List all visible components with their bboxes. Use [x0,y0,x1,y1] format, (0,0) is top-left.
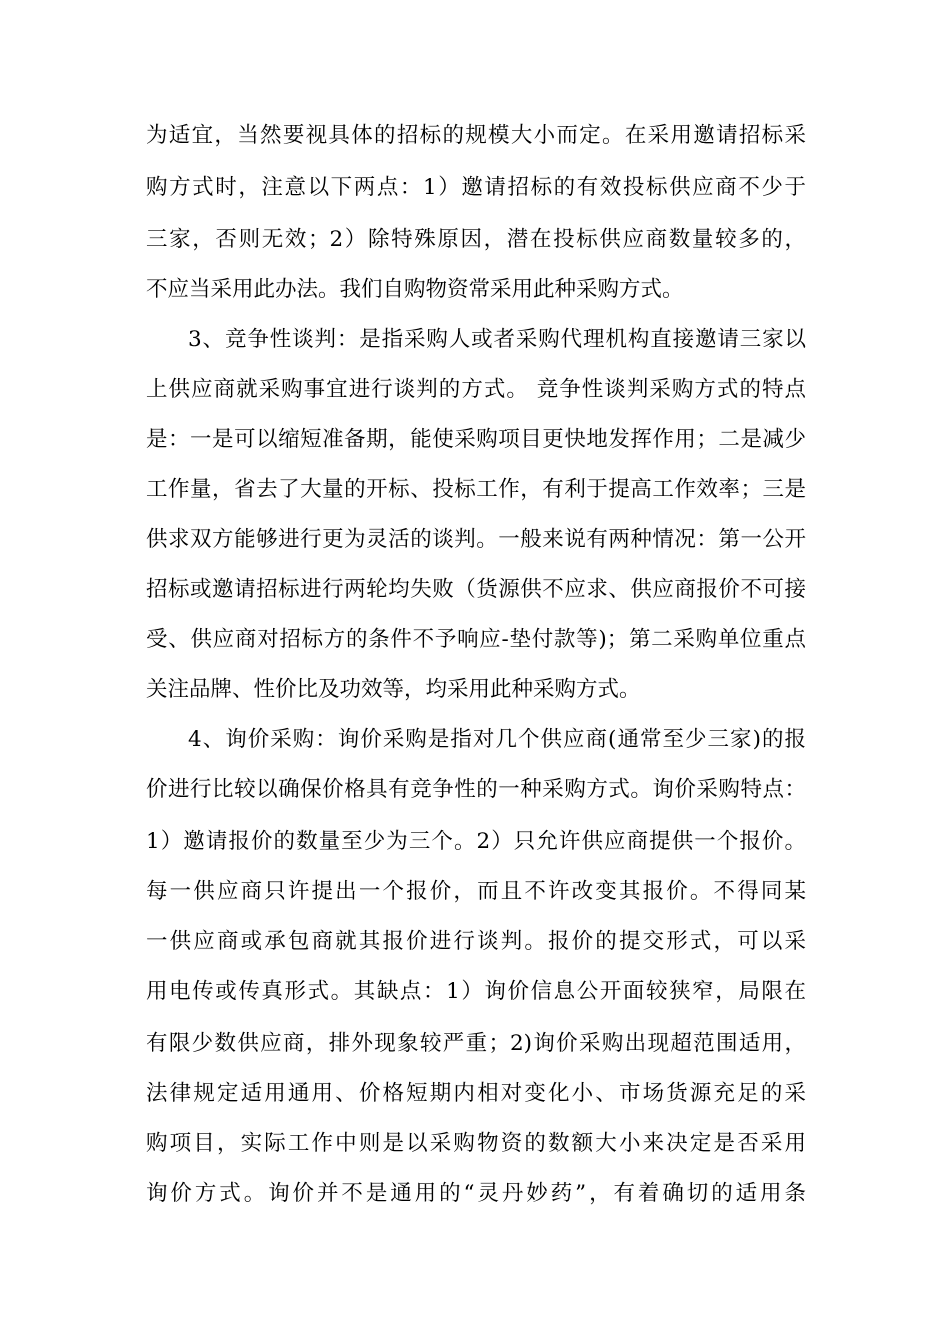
text-line-18: 用电传或传真形式。其缺点：1）询价信息公开面较狭窄，局限在 [146,979,806,1004]
text-line-20: 法律规定适用通用、价格短期内相对变化小、市场货源充足的采 [146,1081,806,1106]
text-line-14: 价进行比较以确保价格具有竞争性的一种采购方式。询价采购特点： [146,777,806,802]
text-line-15: 1）邀请报价的数量至少为三个。2）只允许供应商提供一个报价。 [146,829,806,854]
text-line-10: 招标或邀请招标进行两轮均失败（货源供不应求、供应商报价不可接 [146,577,806,602]
text-line-16: 每一供应商只许提出一个报价，而且不许改变其报价。不得同某 [146,879,806,904]
text-line-11: 受、供应商对招标方的条件不予响应-垫付款等)；第二采购单位重点 [146,627,806,652]
text-line-1: 为适宜，当然要视具体的招标的规模大小而定。在采用邀请招标采 [146,123,806,148]
text-line-3: 三家，否则无效；2）除特殊原因，潜在投标供应商数量较多的， [146,227,806,252]
text-line-9: 供求双方能够进行更为灵活的谈判。一般来说有两种情况：第一公开 [146,527,806,552]
text-line-22: 询价方式。询价并不是通用的“灵丹妙药”，有着确切的适用条 [146,1181,806,1206]
paragraph-3-first-line: 3、竞争性谈判：是指采购人或者采购代理机构直接邀请三家以 [188,327,806,352]
text-line-21: 购项目，实际工作中则是以采购物资的数额大小来决定是否采用 [146,1131,806,1156]
text-line-12: 关注品牌、性价比及功效等，均采用此种采购方式。 [146,677,641,702]
text-line-2: 购方式时，注意以下两点：1）邀请招标的有效投标供应商不少于 [146,175,806,200]
text-line-7: 是：一是可以缩短准备期，能使采购项目更快地发挥作用；二是减少 [146,427,806,452]
text-line-4: 不应当采用此办法。我们自购物资常采用此种采购方式。 [146,277,684,302]
text-line-17: 一供应商或承包商就其报价进行谈判。报价的提交形式，可以采 [146,929,806,954]
text-line-8: 工作量，省去了大量的开标、投标工作，有利于提高工作效率；三是 [146,477,806,502]
text-line-6: 上供应商就采购事宜进行谈判的方式。 竞争性谈判采购方式的特点 [146,377,806,402]
text-line-19: 有限少数供应商，排外现象较严重；2)询价采购出现超范围适用， [146,1031,806,1056]
paragraph-4-first-line: 4、询价采购：询价采购是指对几个供应商(通常至少三家)的报 [188,727,806,752]
